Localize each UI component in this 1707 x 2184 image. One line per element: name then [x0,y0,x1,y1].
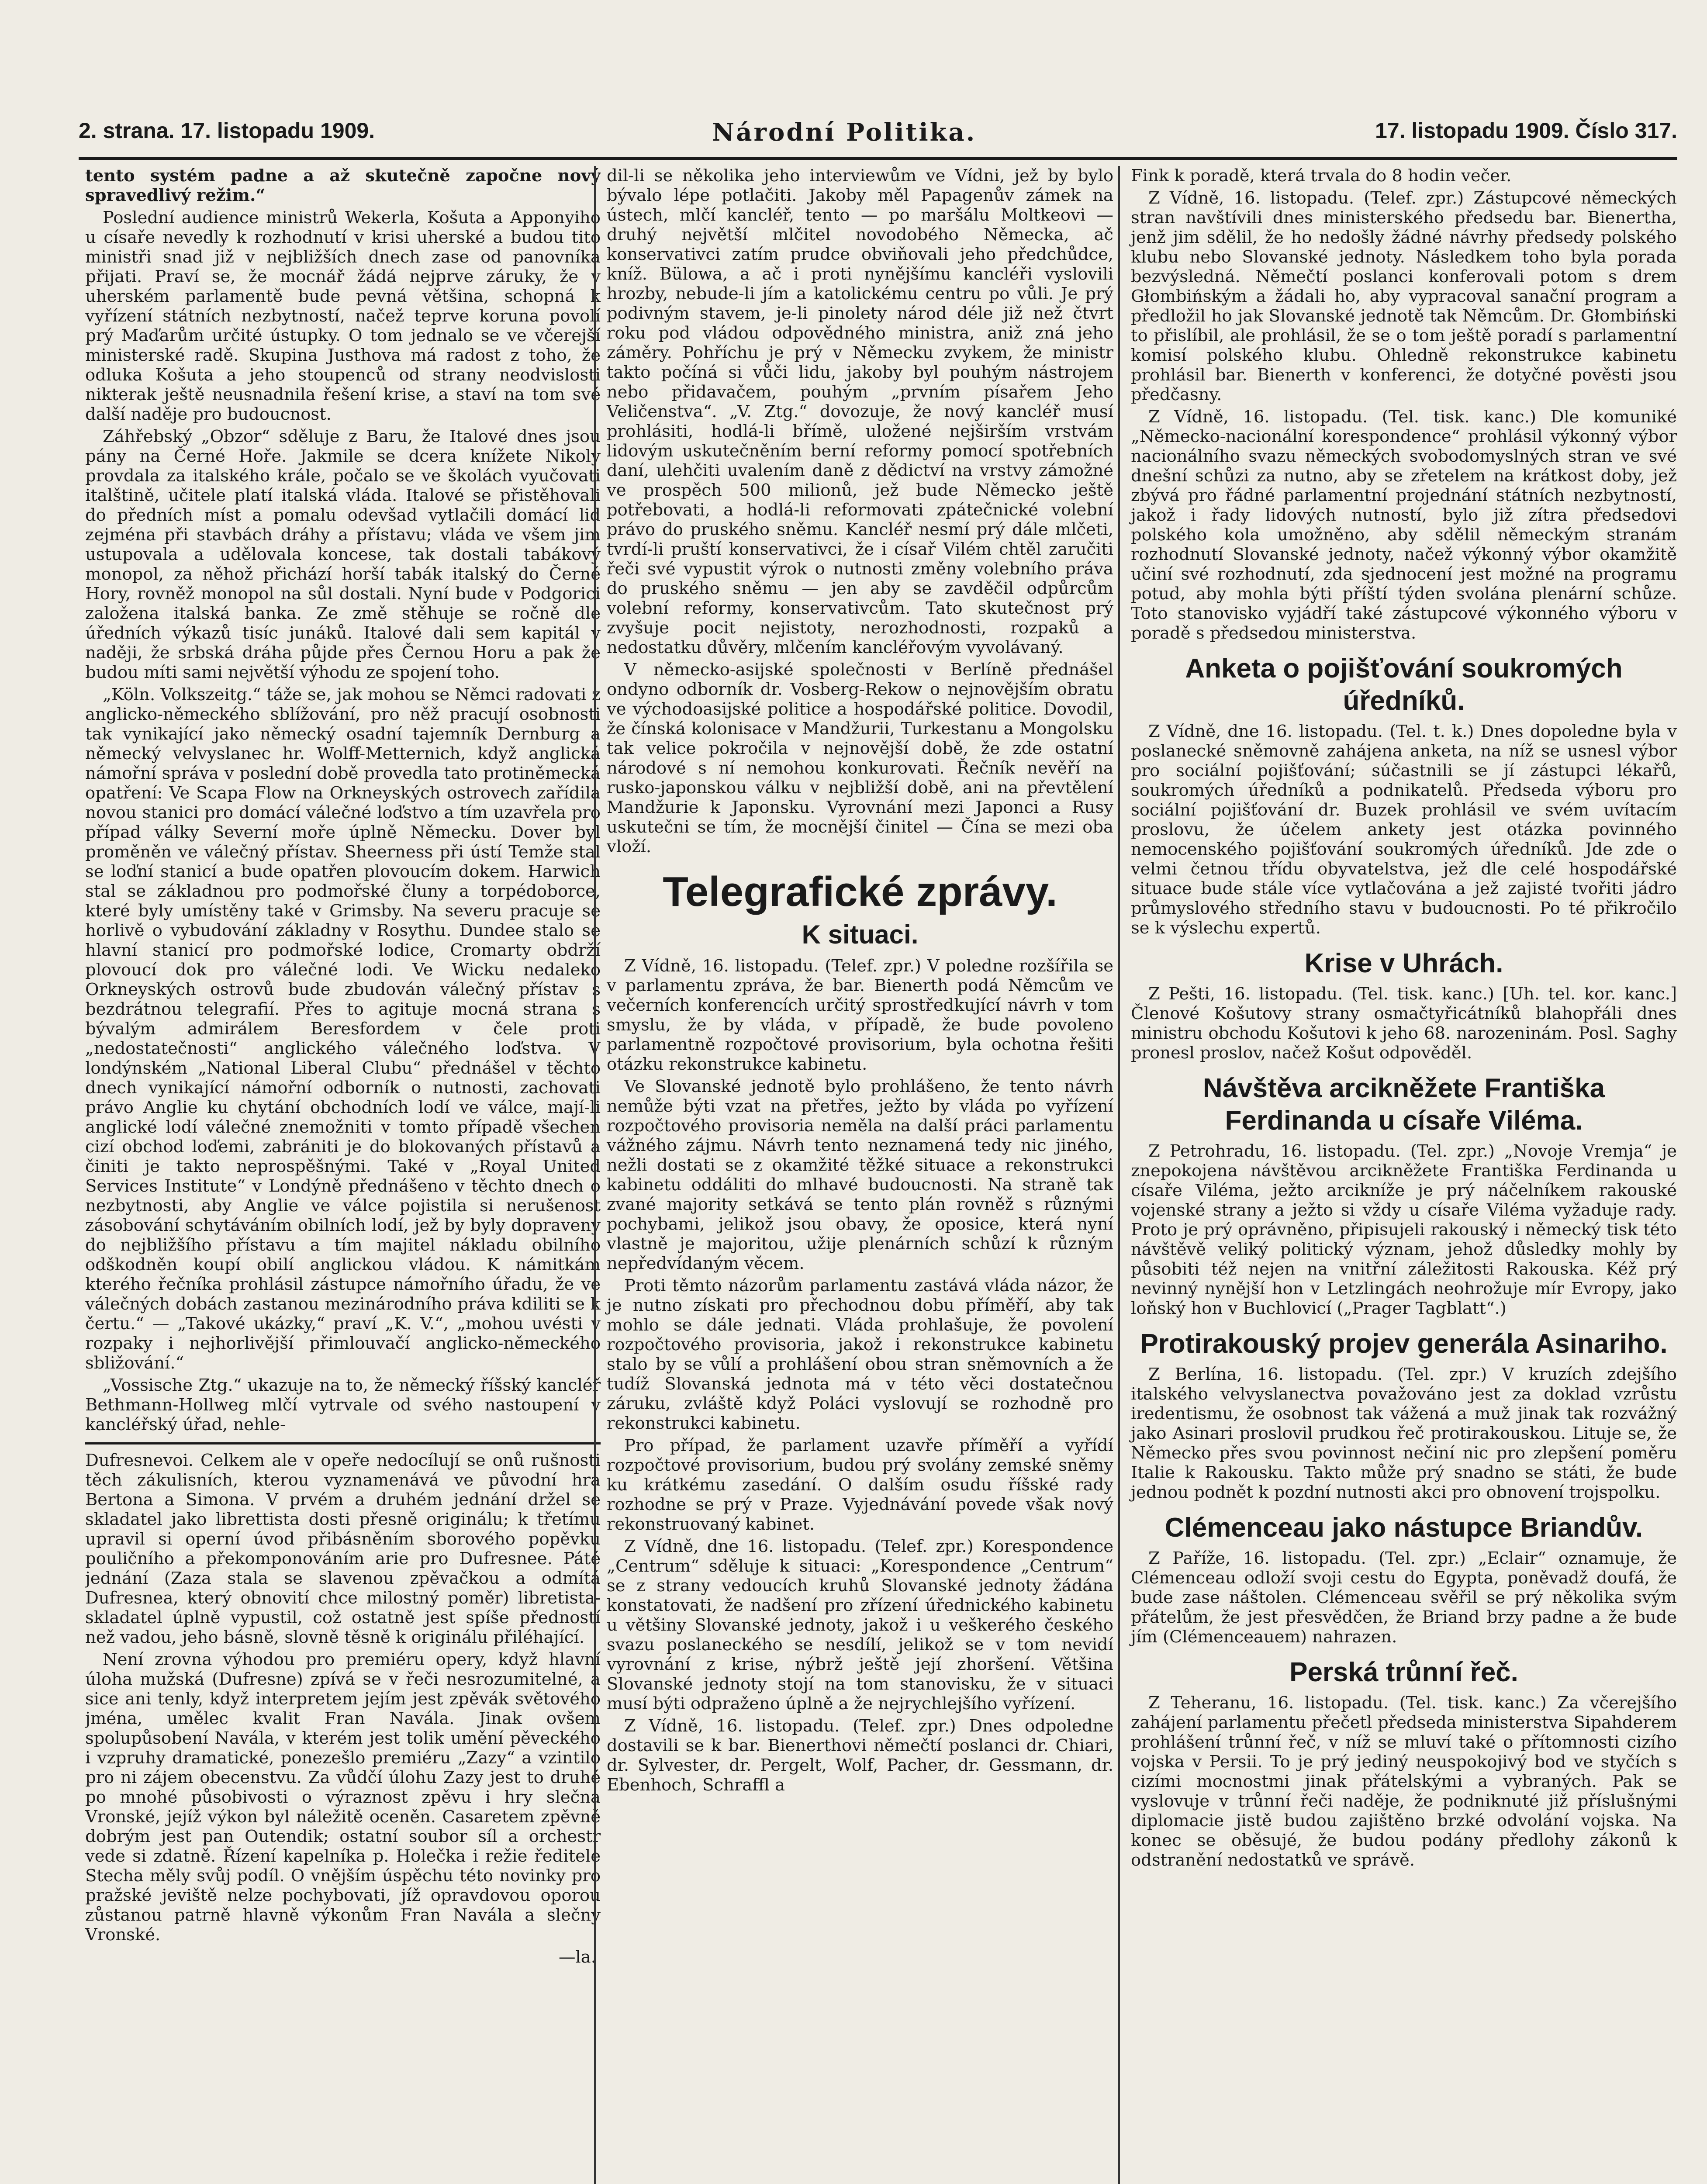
paragraph: Z Petrohradu, 16. listopadu. (Tel. zpr.) „Novoje Vremja“ je znepokojena návštěvou arcikněžete Františka Ferdinanda u císaře Viléma, ježto arcikníže je prý náčelníkem rakouské vojenské strany a ježto si vždy u císaře Viléma vyžaduje rady. Proto je prý oprávněno, připisujeli rakouský i německý tisk této návštěvě veliký politický význam, jehož důsledky mohly by působiti též nejen na vnitřní záležitosti Rakouska. Kéž prý nevinný nynější hon v Letzlingách neohrožuje mír Evropy, jako loňský hon v Buchlovicí („Prager Tagblatt“.) [1131,1141,1677,1318]
paragraph: Z Paříže, 16. listopadu. (Tel. zpr.) „Eclair“ oznamuje, že Clémenceau odloží svoji cestu do Egypta, poněvadž doufá, že bude zase náštolen. Clémenceau svěřil se prý několika svým přátelům, že jest přesvědčen, že Briand brzy padne a že bude jím (Clémenceauem) nahrazen. [1131,1548,1677,1647]
paragraph: Z Vídně, dne 16. listopadu. (Telef. zpr.) Korespondence „Centrum“ sděluje k situaci: „Korespondence „Centrum“ se z strany vedoucích kruhů Slovanské jednoty žádána konstatovati, že nadšení pro zřízení úřednického kabinetu u většiny Slovanské jednoty, jakož i u veškerého českého svazu poslaneckého se nesdílí, jelikož se v tom nevidí vyrovnání z krise, nýbrž ještě její zhoršení. Většina Slovanské jednoty stojí na tom stanovisku, že v situaci musí býti odpraženo úplně a že nejrychlejšího vyřízení. [607,1537,1113,1714]
heading-persian-speech: Perská trůnní řeč. [1289,1657,1518,1687]
heading-archduke-visit: Návštěva arcikněžete Františka Ferdinanda u císaře Viléma. [1203,1073,1605,1136]
paragraph: Z Vídně, 16. listopadu. (Telef. zpr.) Zástupcové německých stran navštívili dnes ministerského předsedu bar. Bienertha, jenž jim sdělil, že ho nedošly žádné návrhy předsedy polského klubu nebo Slovanské jednoty. Následkem toho byla porada bezvýsledná. Němečtí poslanci konferovali potom s drem Głombińským a žádali ho, aby vypracoval sanační program a předložil ho jak Slovanské jednotě tak Němcům. Dr. Głombiński to přislíbil, ale prohlásil, že se o tom ještě poradí s parlamentní komisí polského klubu. Ohledně rekonstrukce kabinetu prohlásil bar. Bienerth v konferenci, že dotyčné pověsti jsou předčasny. [1131,188,1677,404]
section-divider [85,1442,601,1444]
running-header [79,109,1677,160]
paragraph: V německo-asijské společnosti v Berlíně přednášel ondyno odborník dr. Vosberg-Rekow o nejnovějším obratu ve východoasijské politice a hospodářské politice. Dovodil, že čínská kolonisace v Mandžurii, Turkestanu a Mongolsku tak velice pokročila v nejnovější době, že zde ostatní národové s ní nemohou konkurovati. Řečník nevěří na rusko-japonskou válku v nejbližší době, ani na převtělení Mandžurie k Japonsku. Vyrovnání mezi Japonci a Rusy uskutečni se tím, že mocnější činitel — Čína se mezi oba vloží. [607,660,1113,857]
header-right: 17. listopadu 1909. Číslo 317. [1375,118,1677,143]
paragraph: Záhřebský „Obzor“ sděluje z Baru, že Italové dnes jsou pány na Černé Hoře. Jakmile se dcera knížete Nikoly provdala za italského krále, počalo se ve školách vyučovati italštině, učitele platí italská vláda. Italové se přistěhovali do předních míst a pomalu odevšad vytlačili domácí lid zejména při stavbách dráhy a přístavu; vláda ve všem jim ustupovala a udělovala koncese, tak dostali tabákový monopol, za něhož přichází horší tabák italský do Černé Hory, rovněž monopol na sůl dostali. Nyní bude v Podgorici založena italská banka. Ze změ stěhuje se ročně dle úředních výkazů tisíc junáků. Italové dali sem kapitál v naději, že srbská dráha půjde přes Černou Horu a pak že budou míti sami největší výhodu ze spojení toho. [85,427,601,682]
paragraph: Z Pešti, 16. listopadu. (Tel. tisk. kanc.) [Uh. tel. kor. kanc.] Členové Košutovy strany osmačtyřicátníků blahopřáli dnes ministru obchodu Košutovi k jeho 68. narozeninám. Posl. Saghy pronesl proslov, načež Košut odpověděl. [1131,984,1677,1063]
paragraph: Z Vídně, 16. listopadu. (Telef. zpr.) V poledne rozšířila se v parlamentu zpráva, že bar. Bienerth podá Němcům ve večerních konferencích určitý sprostředkující návrh v tom smyslu, že by vláda, v případě, že bude povoleno parlamentně rozpočtové provisorium, byla ochotna řešiti otázku rekonstrukce kabinetu. [607,956,1113,1074]
author-signature: —la. [558,1947,596,1967]
paragraph: „Vossische Ztg.“ ukazuje na to, že německý říšský kancléř Bethmann-Hollweg mlčí vytrvale od svého nastoupení v kancléřský úřad, nehle- [85,1375,601,1434]
paragraph: Není zrovna výhodou pro premiéru opery, když hlavní úloha mužská (Dufresne) zpívá se v řeči nesrozumitelné, a sice ani tenly, když interpretem jejím jest zpěvák světového jména, umělec kvalit Fran Navála. Jinak ovšem spolupůsobení Navála, v kterém jest tolik umění pěveckého i vzpruhy dramatické, ponezešlo premiéru „Zazy“ a vzintilo pro ni zájem obecenstvu. Za vůdčí úlohu Zazy jest to druhé po mnohé působivosti o výraznost zpěvu i hry slečna Vronské, jejíž výkon byl náležitě oceněn. Casaretem zpěvně dobrým jest pan Outendik; ostatní soubor síl a orchestr vede si zdatně. Řízení kapelníka p. Holečka i režie ředitele Stecha měly svůj podíl. O vnějším úspěchu této novinky pro pražské jeviště nelze pochybovati, jíž opravdovou oporou zůstanou patrně hlavně výkonům Fran Navála a slečny Vronské. [85,1650,601,1945]
heading-insurance-survey: Anketa o pojišťování soukromých úředníků. [1185,653,1623,716]
masthead-title: Národní Politika. [712,118,977,147]
paragraph: Ve Slovanské jednotě bylo prohlášeno, že tento návrh nemůže býti vzat na přetřes, ježto by vláda po vyřízení rozpočtového provisoria neměla na další práci parlamentu vážného zájmu. Návrh tento neznamená tedy nic jiného, nežli dostati se z okamžité těžké situace a rekonstrukci kabinetu oddáliti do mlhavé budoucnosti. Na straně tak zvané majority setkává se tento plán rovněž s různými pochybami, jelikož jsou obavy, že oposice, která nyní vlastně je majoritou, užije plenárních schůzí k různým nepředvídaným věcem. [607,1077,1113,1273]
heading-clemenceau: Clémenceau jako nástupce Briandův. [1164,1513,1643,1543]
paragraph: Z Vídně, 16. listopadu. (Tel. tisk. kanc.) Dle komuniké „Německo-nacionální korespondence“ prohlásil výkonný výbor nacionálního svazu německých svobodomyslných stran ve své dnešní schůzi za nutno, aby se zřetelem na krátkost doby, jež zbývá pro řádné parlamentní projednání státních nezbytností, jakož i řady lidových nutností, bylo již zítra předsedovi polského kola umožněno, aby sdělil německým stranám rozhodnutí Slovanské jednoty, načež výkonný výbor okamžitě učiní své rozhodnutí, zda sjednocení jest možné na programu potud, aby mohla býti příští týden svolána plenární schůze. Toto stanovisko vyjádří také zástupcové výkonného výboru v poradě s předsedou ministerstva. [1131,407,1677,643]
column-2 [594,166,1113,2184]
section-heading-telegrams: Telegrafické zprávy. [663,868,1057,915]
paragraph: Z Berlína, 16. listopadu. (Tel. zpr.) V kruzích zdejšího italského velvyslanectva považováno jest za doklad vzrůstu iredentismu, že osobnost tak vážená a muž jinak tak rozvážný jako Asinari proslovil prudkou řeč protirakouskou. Lituje se, že Německo přes svou povinnost nečiní nic pro zlepšení poměru Italie k Rakousku. Takto může prý snadno se státi, že bude jednou podnět k pozdní nutnosti akci pro obnovení trojspolku. [1131,1365,1677,1502]
heading-hungary-crisis: Krise v Uhrách. [1304,948,1503,978]
paragraph: Poslední audience ministrů Wekerla, Košuta a Apponyiho u císaře nevedly k rozhodnutí v krisi uherské a budou tito ministři snad již v nejbližších dnech zase od panovníka přijati. Praví se, že mocnář žádá nejprve záruky, že v uherském parlamentě bude pevná většina, schopná k vyřízení státních nezbytností, načež teprve koruna povolí prý Maďarům určité ústupky. O tom jednalo se ve včerejší ministerské radě. Skupina Justhova má radost z toho, že odluka Košuta a jeho stoupenců od strany neodvislosti nikterak ještě neusnadnila řešení krise, a staví na tom své další naděje pro budoucnost. [85,208,601,424]
column-3 [1118,166,1677,2184]
paragraph: Z Vídně, 16. listopadu. (Telef. zpr.) Dnes odpoledne dostavili se k bar. Bienerthovi němečtí poslanci dr. Chiari, dr. Sylvester, dr. Pergelt, Wolf, Pacher, dr. Gessmann, dr. Ebenhoch, Schraffl a [607,1716,1113,1795]
paragraph: dil-li se několika jeho interviewům ve Vídni, jež by bylo bývalo lépe potlačiti. Jakoby měl Papagenův zámek na ústech, mlčí kancléř, tento — po maršálu Moltkeovi — druhý největší mlčitel novodobého Německa, ač konservativci zatím prudce obviňovali jeho předchůdce, kníž. Bülowa, a ač i proti nynějšímu kancléři vyslovili hrozby, nebude-li jím a katolickému centru po vůli. Je prý podivným stavem, je-li pinolety národ déle již než čtvrt roku pod vládou odpovědného ministra, aniž zná jeho záměry. Pohříchu je prý v Německu zvykem, že ministr takto počíná si vůči lidu, jakoby byl pouhým nástrojem nebo přidavačem, pouhým „prvním písařem Jeho Veličenstva“. „V. Ztg.“ dovozuje, že nový kancléř musí prohlásiti, hodlá-li břímě, uložené nejširším vrstvám lidovým uskutečněním berní reformy pomocí spotřebních daní, ulehčiti uvalením daně z dědictví na vrstvy zámožné ve prospěch 500 milionů, jež bude Německo ještě potřebovati, a hodlá-li reformovati zpátečnické volební právo do pruského sněmu. Kancléř nesmí prý dále mlčeti, tvrdí-li pruští konservativci, že i císař Vilém chtěl zaručiti řeči své vypustit výrok o nutnosti změny volebního práva do pruského sněmu — jen aby se zavděčil odpůrcům volební reformy, konservativcům. Tato skutečnost prý zvyšuje pocit nejistoty, nerozhodnosti, rozpaků a nedostatku důvěry, mlčením kancléřovým vyvolávaný. [607,166,1113,657]
paragraph: Z Vídně, dne 16. listopadu. (Tel. t. k.) Dnes dopoledne byla v poslanecké sněmovně zahájena anketa, na níž se usnesl výbor pro sociální pojišťování; súčastnili se jí zástupci lékařů, soukromých úředníků a podnikatelů. Předseda výboru pro sociální pojišťování dr. Buzek prohlásil ve svém uvítacím proslovu, že účelem ankety jest otázka povinného nemocenského pojišťování soukromých úředníků. Jde zde o velmi četnou třídu obyvatelstva, jež dle celé hospodářské situace bude stále více vytlačována a jež zajisté tvořiti jádro průmyslového středního stavu v budoucnosti. Po té přikročilo se k výslechu expertů. [1131,722,1677,938]
paragraph: Dufresnevoi. Celkem ale v opeře nedocílují se onů rušnosti těch zákulisních, kterou vyznamenává ve původní hra Bertona a Simona. V prvém a druhém jednání držel se skladatel jako librettista dosti přesně originálu; k třetímu upravil si operní úvod přibásněním sborového popěvku pouličního a překomponováním arie pro Dufresnee. Páté jednání (Zaza stala se slavenou zpěvačkou a odmítá Dufresnea, který obnovití chce milostný poměr) libretista-skladatel úplně vypustil, což ostatně jest spíše předností než vadou, jeho básně, slovně těsně k originálu přiléhající. [85,1451,601,1647]
paragraph: Proti těmto názorům parlamentu zastává vláda názor, že je nutno získati pro přechodnou dobu příměří, aby tak mohlo se dále jednati. Vláda prohlašuje, že povolení rozpočtového provisoria, jakož i rekonstrukce kabinetu stalo by se vůlí a prohlášení obou stran sněmovních a že tudíž Slovanská jednota má v této věci dostatečnou záruku, zvláště když Poláci vyslovují se rozhodně pro rekonstrukci kabinetu. [607,1276,1113,1433]
paragraph: „Köln. Volkszeitg.“ táže se, jak mohou se Němci radovati z anglicko-německého sblížování, pro něž pracují osobnosti tak vynikající jako německý osadní tajemník Dernburg a německý velvyslanec hr. Wolff-Metternich, když anglická námořní správa v poslední době provedla tato protiněmecká opatření: Ve Scapa Flow na Orkneyských ostrovech zařídila novou stanici pro domácí válečné loďstvo a tím uzavřela pro případ války Severní moře úplně Německu. Dover byl proměněn ve válečný přístav. Sheerness při ústí Temže stal se loďní stanicí a bude opatřen plovoucím dokem. Harwich stal se základnou pro podmořské čluny a torpédoborce, které byly umístěny také v Grimsby. Na severu pracuje se horlivě o vybudování základny v Rosythu. Dundee stalo se hlavní stanicí pro podmořské lodice, Cromarty obdrží plovoucí dok pro válečné lodi. Ve Wicku nedaleko Orkneyských ostrovů bude zbudován válečný přístav s bezdrátnou telegrafií. Přes to agituje mocná strana s bývalým admirálem Beresfordem v čele proti „nedostatečnosti“ anglického válečného loďstva. V londýnském „National Liberal Clubu“ přednášel v těchto dnech vynikající námořní odborník o nutnosti, zachovati právo Anglie ku chytání obchodních lodí ve válce, mají-li anglické lodí válečné znemožniti v tomto případě všechen cizí obchod loďemi, zabrániti je do blokovaných přístavů a činiti je takto neprospěšnými. Také v „Royal United Services Institute“ v Londýně přednášeno v těchto dnech o nezbytnosti, aby Anglie ve válce pojistila si nerušenost zásobování schytáváním obilních lodí, jež by byly dopraveny do nejbližšího přístavu a tím majitel nákladu obilního odškodněn koupí obilí anglickou vládou. K námitkám kterého řečníka prohlásil zástupce námořního úřadu, že ve válečných dobách zastanou mezinárodního práva kdiliti se k čertu.“ — „Takové ukázky,“ praví „K. V.“, „mohou uvésti v rozpaky i nejhorlivější přimlouvačí anglicko-německého sbližování.“ [85,685,601,1373]
header-left: 2. strana. 17. listopadu 1909. [79,118,375,143]
paragraph: Z Teheranu, 16. listopadu. (Tel. tisk. kanc.) Za včerejšího zahájení parlamentu přečetl předseda ministerstva Sipahderem prohlášení trůnní řeč, v níž se mluví také o přítomnosti cizího vojska v Persii. To je prý jediný neuspokojivý bod ve styčích s cizími mocnostmi jinak přátelskými a vybraných. Pak se vyslovuje v trůnní řeči naděje, že podniknuté již příslušnými diplomacie jistě budou zajištěno brzké odvolání vojska. Na konec se oběsujé, že budou podány předlohy zákonů k odstranění nedostatků ve správě. [1131,1693,1677,1870]
paragraph: Fink k poradě, která trvala do 8 hodin večer. [1131,166,1512,186]
heading-asinari: Protirakouský projev generála Asinariho. [1140,1329,1668,1359]
subheading-situation: K situaci. [802,920,919,949]
paragraph: tento systém padne a až skutečně započne nový spravedlivý režim.“ [85,166,601,205]
paragraph: Pro případ, že parlament uzavře příměří a vyřídí rozpočtové provisorium, budou prý svolány zemské sněmy ku krátkému zasedání. O dalším osudu říšské rady rozhodne se prý v Praze. Vyjednávání povede však nový rekonstruovaný kabinet. [607,1436,1113,1534]
column-1 [85,166,601,2184]
